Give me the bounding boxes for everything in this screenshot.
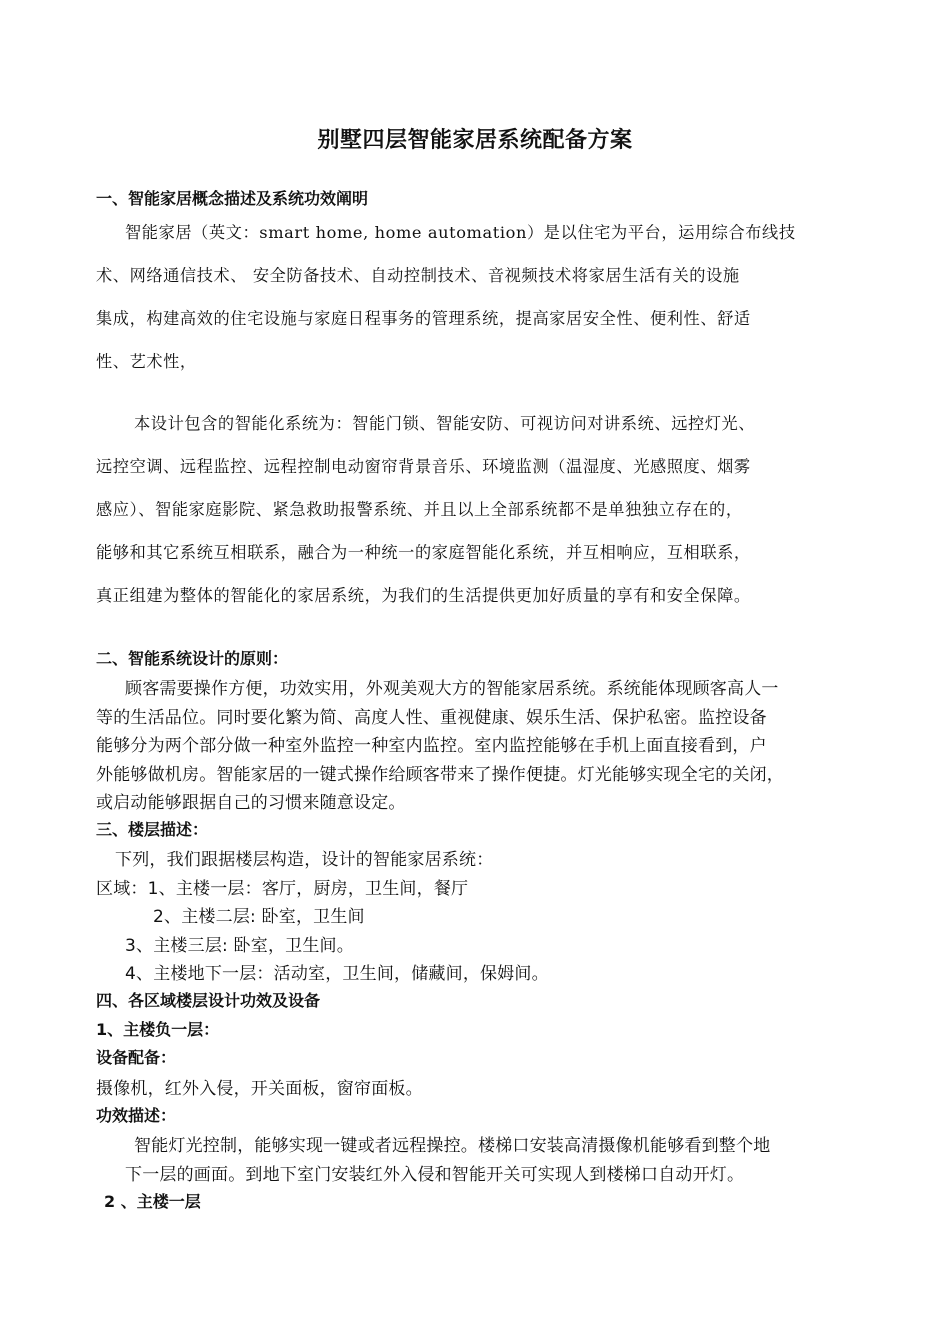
equipment-label: 设备配备： [96, 1048, 177, 1067]
floor-area-1: 区域：1、主楼一层：客厅，厨房，卫生间，餐厅 [96, 879, 469, 899]
paragraph-line: 集成，构建高效的住宅设施与家庭日程事务的管理系统，提高家居安全性、便利性、舒适 [96, 309, 751, 328]
paragraph-line: 真正组建为整体的智能化的家居系统，为我们的生活提供更加好质量的享有和安全保障。 [96, 586, 751, 605]
paragraph-line: 等的生活品位。同时要化繁为简、高度人性、重视健康、娱乐生活、保护私密。监控设备 [96, 708, 767, 728]
paragraph-line: 下一层的画面。到地下室门安装红外入侵和智能开关可实现人到楼梯口自动开灯。 [125, 1165, 745, 1185]
section-1-heading: 一、智能家居概念描述及系统功效阐明 [96, 189, 369, 208]
section-4-heading: 四、各区域楼层设计功效及设备 [96, 991, 321, 1010]
paragraph-line: 性、艺术性， [96, 352, 197, 371]
paragraph-line: 智能灯光控制，能够实现一键或者远程操控。楼梯口安装高清摄像机能够看到整个地 [134, 1136, 771, 1156]
floor-area-3: 3、主楼三层: 卧室，卫生间。 [125, 936, 354, 956]
paragraph-line: 术、网络通信技术、 安全防备技术、自动控制技术、音视频技术将家居生活有关的设施 [96, 266, 740, 285]
document-title: 别墅四层智能家居系统配备方案 [317, 127, 633, 153]
paragraph-line: 能够分为两个部分做一种室外监控一种室内监控。室内监控能够在手机上面直接看到，户 [96, 736, 767, 756]
paragraph-line: 顾客需要操作方便，功效实用，外观美观大方的智能家居系统。系统能体现顾客高人一 [125, 679, 779, 699]
paragraph-line: 智能家居（英文：smart home, home automation）是以住宅为平台，运用综合布线技 [125, 223, 796, 242]
floor-area-2: 2、主楼二层: 卧室，卫生间 [153, 907, 365, 927]
paragraph-line: 能够和其它系统互相联系，融合为一种统一的家庭智能化系统，并互相响应，互相联系， [96, 543, 751, 562]
subsection-2-heading: 2 、主楼一层 [104, 1192, 201, 1211]
paragraph-line: 本设计包含的智能化系统为：智能门锁、智能安防、可视访问对讲系统、远控灯光、 [134, 414, 756, 433]
paragraph-line: 外能够做机房。智能家居的一键式操作给顾客带来了操作便捷。灯光能够实现全宅的关闭， [96, 765, 784, 785]
section-3-heading: 三、楼层描述： [96, 820, 209, 839]
paragraph-line: 远控空调、远程监控、远程控制电动窗帘背景音乐、环境监测（温湿度、光感照度、烟雾 [96, 457, 751, 476]
section-2-heading: 二、智能系统设计的原则： [96, 649, 289, 668]
equipment-list: 摄像机，红外入侵，开关面板，窗帘面板。 [96, 1079, 423, 1099]
floor-intro: 下列，我们跟据楼层构造，设计的智能家居系统： [115, 850, 494, 870]
paragraph-line: 感应）、智能家庭影院、紧急救助报警系统、并且以上全部系统都不是单独独立存在的， [96, 500, 743, 519]
paragraph-line: 或启动能够跟据自己的习惯来随意设定。 [96, 793, 406, 813]
function-label: 功效描述： [96, 1106, 177, 1125]
floor-area-4: 4、主楼地下一层：活动室，卫生间，储藏间，保姆间。 [125, 964, 549, 984]
subsection-1-heading: 1、主楼负一层： [96, 1020, 220, 1039]
